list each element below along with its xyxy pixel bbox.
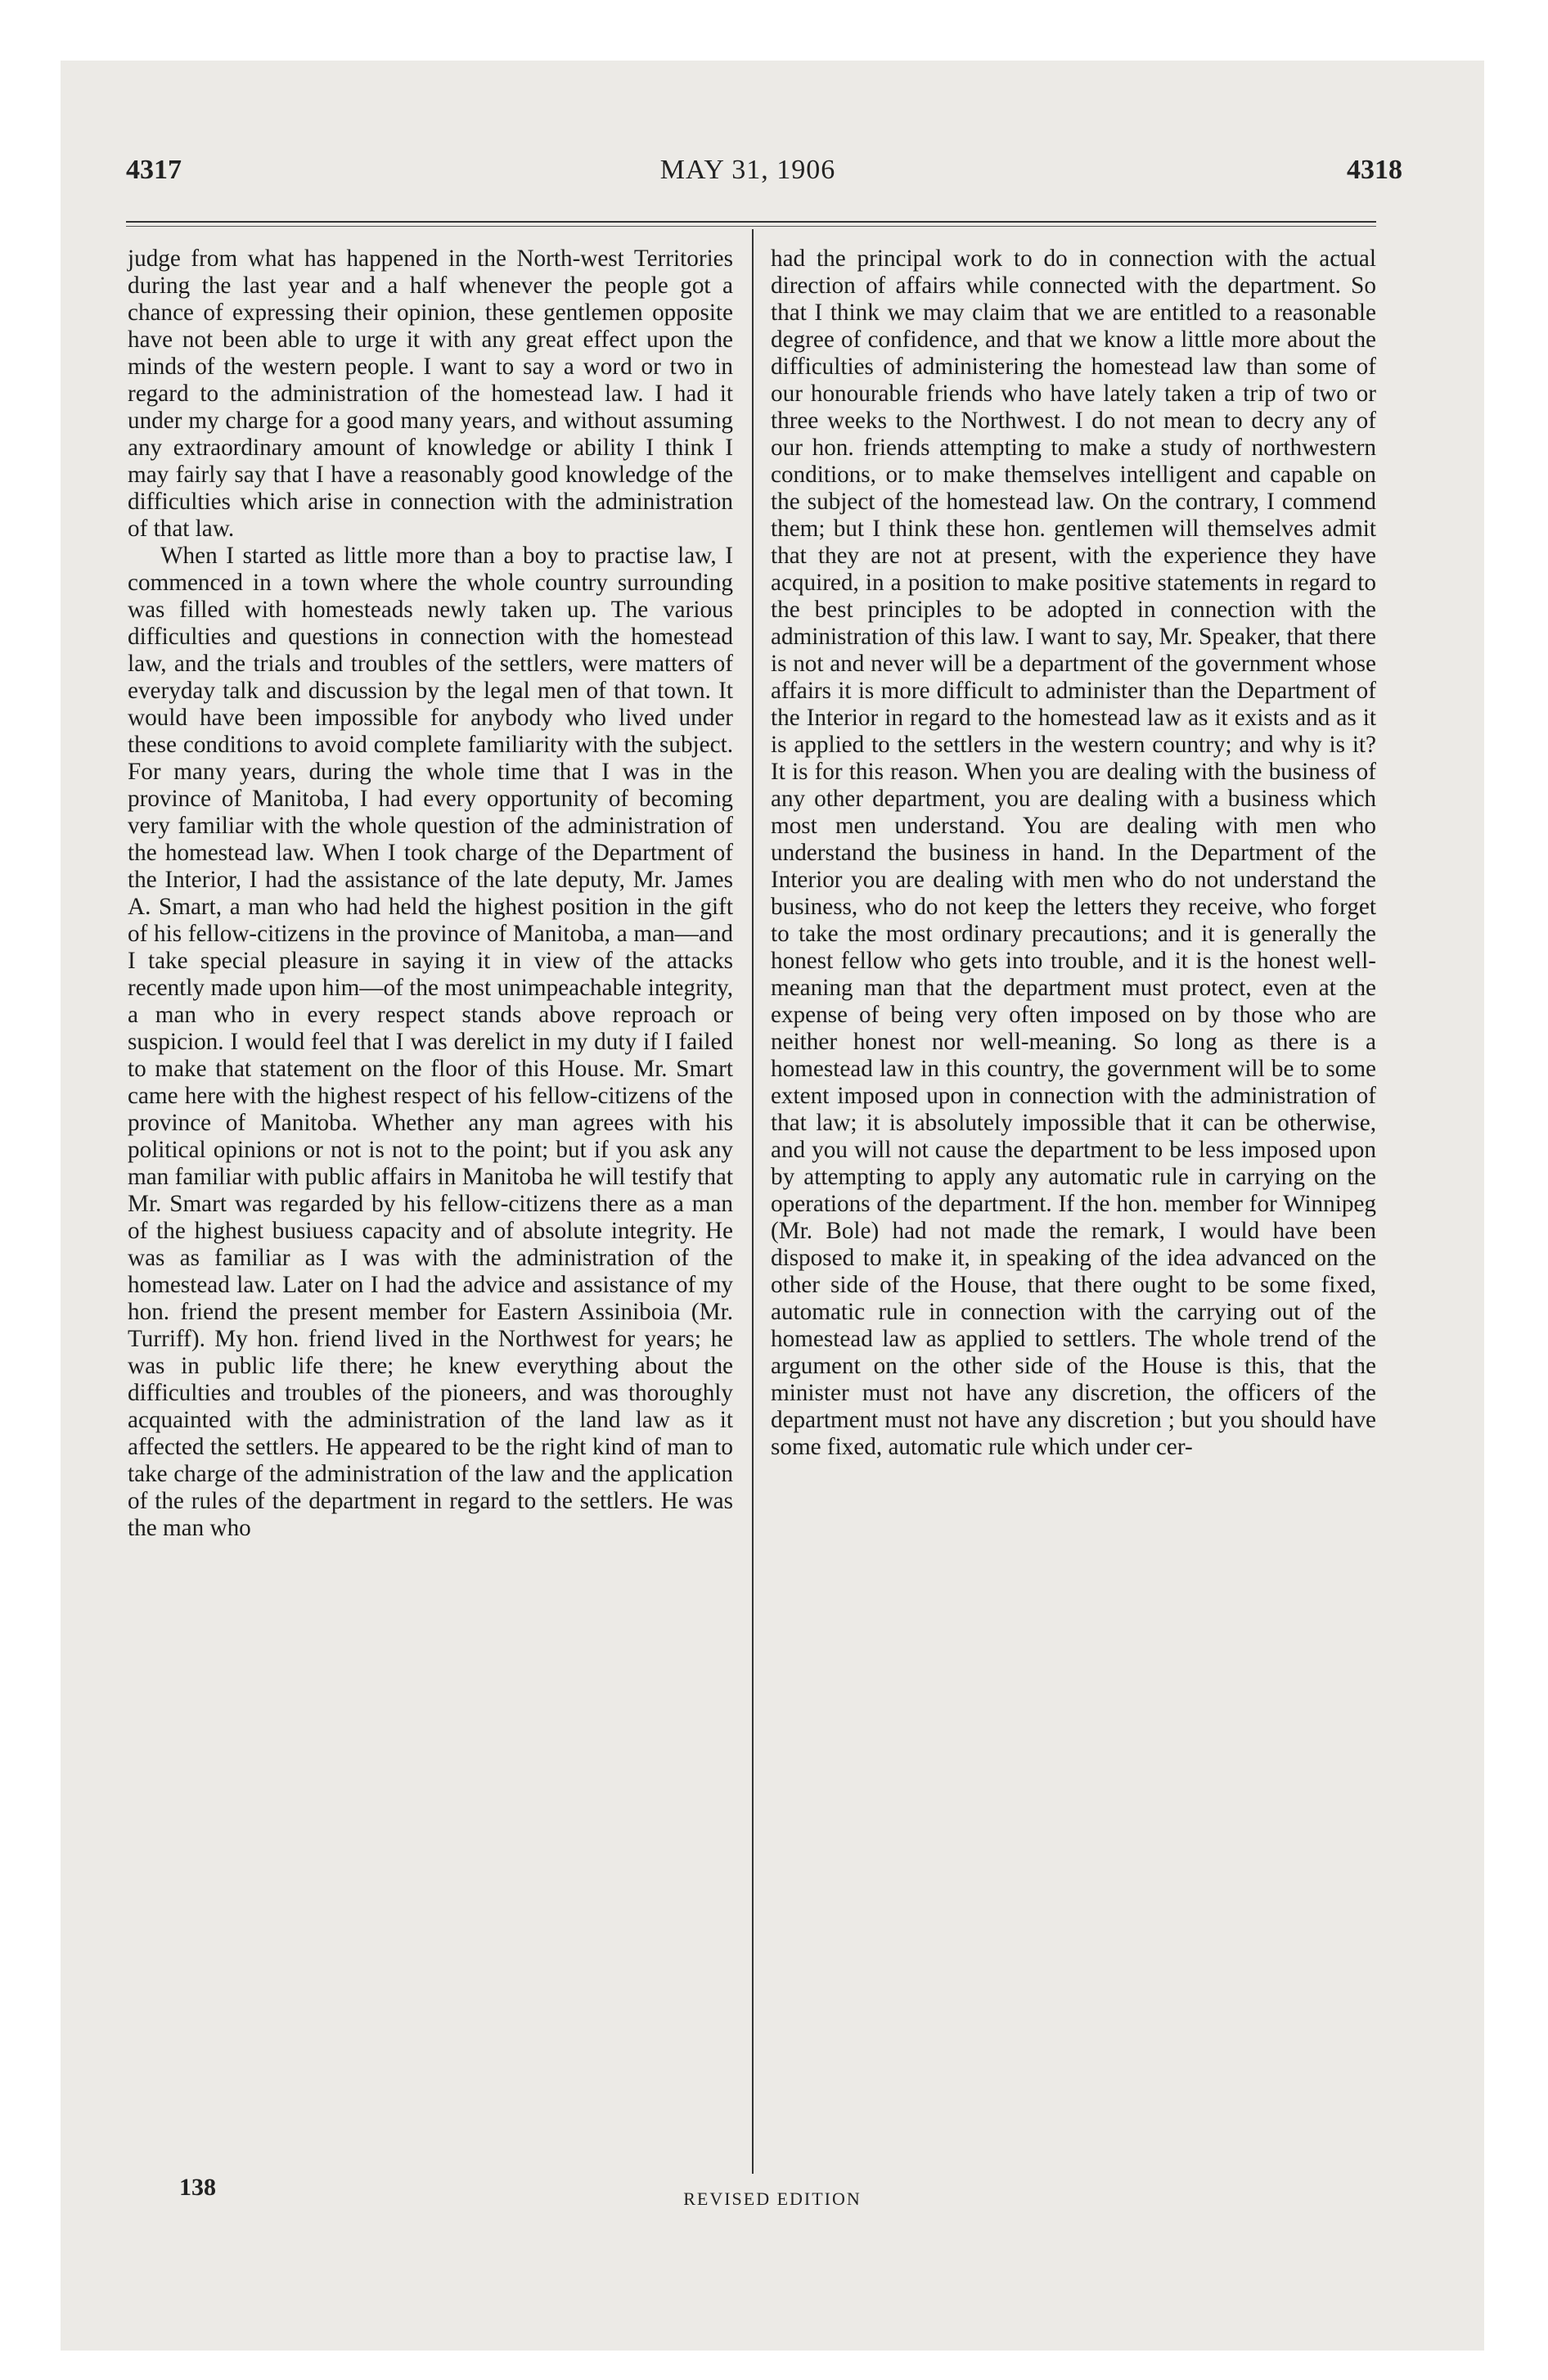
edition-label: REVISED EDITION xyxy=(683,2188,862,2209)
running-header xyxy=(126,155,1402,196)
header-rule xyxy=(126,221,1376,223)
left-paragraph-2: When I started as little more than a boy to practise law, I commenced in a town where the whole country surrounding was filled with homesteads newly taken up. The various difficulties and questions in connection with the homestead law, and the trials and troubles of the settlers, were matters of everyday talk and discussion by the legal men of that town. It would have been impossible for anybody who lived under these conditions to avoid complete familiarity with the subject. For many years, during the whole time that I was in the province of Manitoba, I had every opportunity of becoming very familiar with the whole question of the administration of the homestead law. When I took charge of the Department of the Interior, I had the assistance of the late deputy, Mr. James A. Smart, a man who had held the highest position in the gift of his fellow-citizens in the province of Manitoba, a man—and I take special pleasure in saying it in view of the attacks recently made upon him—of the most unimpeachable integrity, a man who in every respect stands above reproach or suspicion. I would feel that I was derelict in my duty if I failed to make that statement on the floor of this House. Mr. Smart came here with the highest respect of his fellow-citizens of the province of Manitoba. Whether any man agrees with his political opinions or not is not to the point; but if you ask any man familiar with public affairs in Manitoba he will testify that Mr. Smart was regarded by his fellow-citizens there as a man of the highest busiuess capacity and of absolute integrity. He was as familiar as I was with the administration of the homestead law. Later on I had the advice and assistance of my hon. friend the present member for Eastern Assiniboia (Mr. Turriff). My hon. friend lived in the Northwest for years; he was in public life there; he knew everything about the difficulties and troubles of the pioneers, and was thoroughly acquainted with the administration of the land law as it affected the settlers. He appeared to be the right kind of man to take charge of the administration of the law and the application of the rules of the department in regard to the settlers. He was the man who xyxy=(128,543,733,1541)
left-paragraph-1: judge from what has happened in the North-west Territories during the last year and a half whenever the people got a chance of expressing their opinion, these gentlemen opposite have not been able to urge it with any great effect upon the minds of the western people. I want to say a word or two in regard to the administration of the homestead law. I had it under my charge for a good many years, and without assuming any extraordinary amount of knowledge or ability I think I may fairly say that I have a reasonably good knowledge of the difficulties which arise in connection with the administration of that law. xyxy=(128,246,733,542)
right-column xyxy=(771,246,1376,1461)
scanned-page xyxy=(61,61,1484,2351)
signature-number: 138 xyxy=(179,2174,216,2201)
header-rule-secondary xyxy=(126,226,1376,227)
left-column xyxy=(128,246,733,1542)
header-date: MAY 31, 1906 xyxy=(659,155,836,185)
left-page-number: 4317 xyxy=(126,155,182,185)
right-page-number: 4318 xyxy=(1347,155,1402,185)
column-divider xyxy=(752,229,754,2174)
right-paragraph-1: had the principal work to do in connection with the actual direction of affairs while connected with the department. So that I think we may claim that we are entitled to a reasonable degree of confidence, and that we know a little more about the difficulties of administering the homestead law than some of our honourable friends who have lately taken a trip of two or three weeks to the Northwest. I do not mean to decry any of our hon. friends attempting to make a study of northwestern conditions, or to make themselves intelligent and capable on the subject of the homestead law. On the contrary, I commend them; but I think these hon. gentlemen will themselves admit that they are not at present, with the experience they have acquired, in a position to make positive statements in regard to the best principles to be adopted in connection with the administration of this law. I want to say, Mr. Speaker, that there is not and never will be a department of the government whose affairs it is more difficult to administer than the Department of the Interior in regard to the homestead law as it exists and as it is applied to the settlers in the western country; and why is it? It is for this reason. When you are dealing with the business of any other department, you are dealing with a business which most men understand. You are dealing with men who understand the business in hand. In the Department of the Interior you are dealing with men who do not understand the business, who do not keep the letters they receive, who forget to take the most ordinary precautions; and it is generally the honest fellow who gets into trouble, and it is the honest well-meaning man that the department must protect, even at the expense of being very often imposed on by those who are neither honest nor well-meaning. So long as there is a homestead law in this country, the government will be to some extent imposed upon in connection with the administration of that law; it is absolutely impossible that it can be otherwise, and you will not cause the department to be less imposed upon by attempting to apply any automatic rule in carrying on the operations of the department. If the hon. member for Winnipeg (Mr. Bole) had not made the remark, I would have been disposed to make it, in speaking of the idea advanced on the other side of the House, that there ought to be some fixed, automatic rule in connection with the carrying out of the homestead law as applied to settlers. The whole trend of the argument on the other side of the House is this, that the minister must not have any discretion, the officers of the department must not have any discretion ; but you should have some fixed, automatic rule which under cer- xyxy=(771,246,1376,1460)
